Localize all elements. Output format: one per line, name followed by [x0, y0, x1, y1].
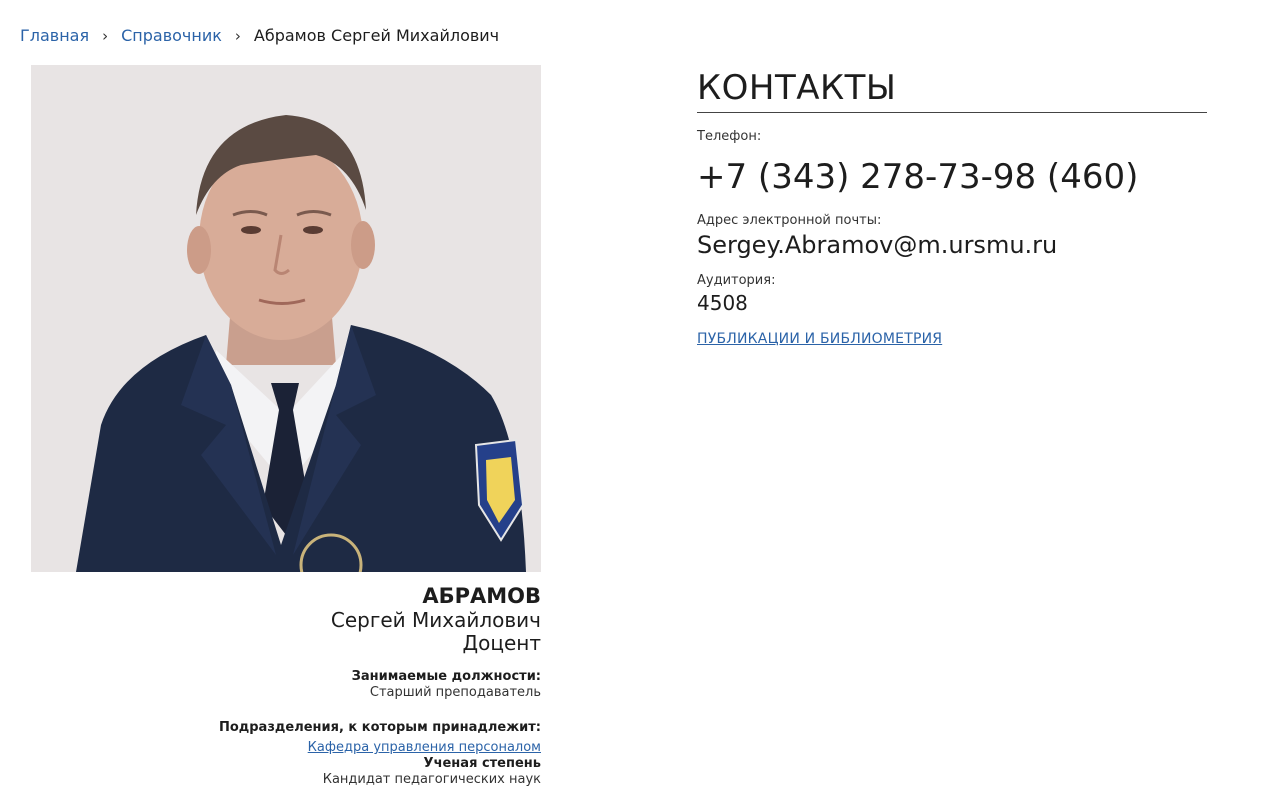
- department-link[interactable]: Кафедра управления персоналом: [307, 740, 541, 755]
- breadcrumb-current: Абрамов Сергей Михайлович: [253, 26, 500, 45]
- portrait-photo: [31, 65, 541, 572]
- breadcrumb-home-link[interactable]: Главная: [20, 26, 90, 45]
- email-value: Sergey.Abramov@m.ursmu.ru: [697, 231, 1058, 259]
- room-value: 4508: [697, 291, 748, 315]
- contacts-heading: КОНТАКТЫ: [697, 66, 1207, 113]
- positions-label: Занимаемые должности:: [351, 669, 541, 684]
- publications-link[interactable]: ПУБЛИКАЦИИ И БИБЛИОМЕТРИЯ: [697, 331, 943, 347]
- degree-label: Ученая степень: [423, 756, 541, 771]
- degree-value: Кандидат педагогических наук: [322, 772, 541, 787]
- contacts-section: [697, 66, 1207, 347]
- phone-label: Телефон:: [697, 129, 762, 144]
- departments-label: Подразделения, к которым принадлежит:: [218, 720, 541, 735]
- surname: АБРАМОВ: [422, 584, 541, 608]
- given-names: Сергей Михайлович: [330, 608, 541, 632]
- chevron-right-icon: ›: [102, 26, 109, 45]
- phone-value: +7 (343) 278-73-98 (460): [697, 157, 1139, 197]
- profile-info: [31, 584, 541, 788]
- positions-value: Старший преподаватель: [369, 685, 541, 700]
- room-label: Аудитория:: [697, 273, 776, 288]
- breadcrumb: [20, 26, 499, 45]
- email-label: Адрес электронной почты:: [697, 213, 882, 228]
- academic-rank: Доцент: [462, 631, 541, 655]
- breadcrumb-directory-link[interactable]: Справочник: [121, 26, 222, 45]
- chevron-right-icon: ›: [234, 26, 241, 45]
